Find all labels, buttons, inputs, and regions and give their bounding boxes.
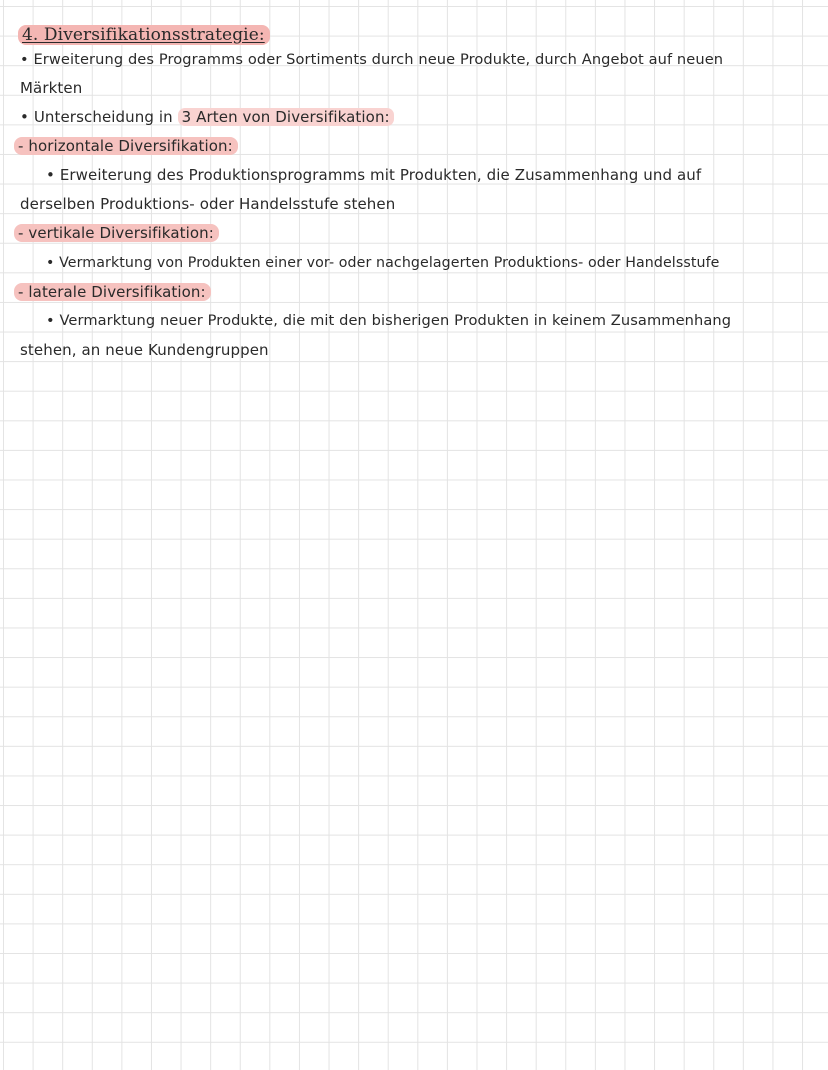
highlighted-types-text: 3 Arten von Diversifikation:	[178, 108, 394, 126]
bullet-line-1: • Erweiterung des Programms oder Sortiments durch neue Produkte, durch Angebot auf neuen	[20, 51, 724, 68]
subheading-row-lateral	[14, 282, 211, 302]
page-title: 4. Diversifikationsstrategie:	[18, 25, 270, 45]
bullet-line-lateral: • Vermarktung neuer Produkte, die mit den bisherigen Produkten in keinem Zusammenhang	[46, 312, 732, 329]
bullet-line-lateral-continuation: stehen, an neue Kundengruppen	[20, 341, 269, 359]
bullet-line-2	[20, 107, 394, 127]
subheading-horizontal: - horizontale Diversifikation:	[14, 137, 238, 155]
bullet-line-horizontal: • Erweiterung des Produktionsprogramms mit Produkten, die Zusammenhang und auf	[46, 166, 702, 184]
subheading-row-horizontal	[14, 136, 238, 156]
subheading-lateral: - laterale Diversifikation:	[14, 283, 211, 301]
subheading-vertical: - vertikale Diversifikation:	[14, 224, 219, 242]
bullet-line-horizontal-continuation: derselben Produktions- oder Handelsstufe stehen	[20, 195, 396, 213]
subheading-row-vertical	[14, 223, 219, 243]
bullet-line-vertical: • Vermarktung von Produkten einer vor- oder nachgelagerten Produktions- oder Handelsstufe	[46, 255, 720, 271]
bullet-line-2-prefix: • Unterscheidung in	[20, 108, 178, 126]
bullet-line-1-continuation: Märkten	[20, 79, 83, 97]
heading-row	[18, 24, 270, 46]
